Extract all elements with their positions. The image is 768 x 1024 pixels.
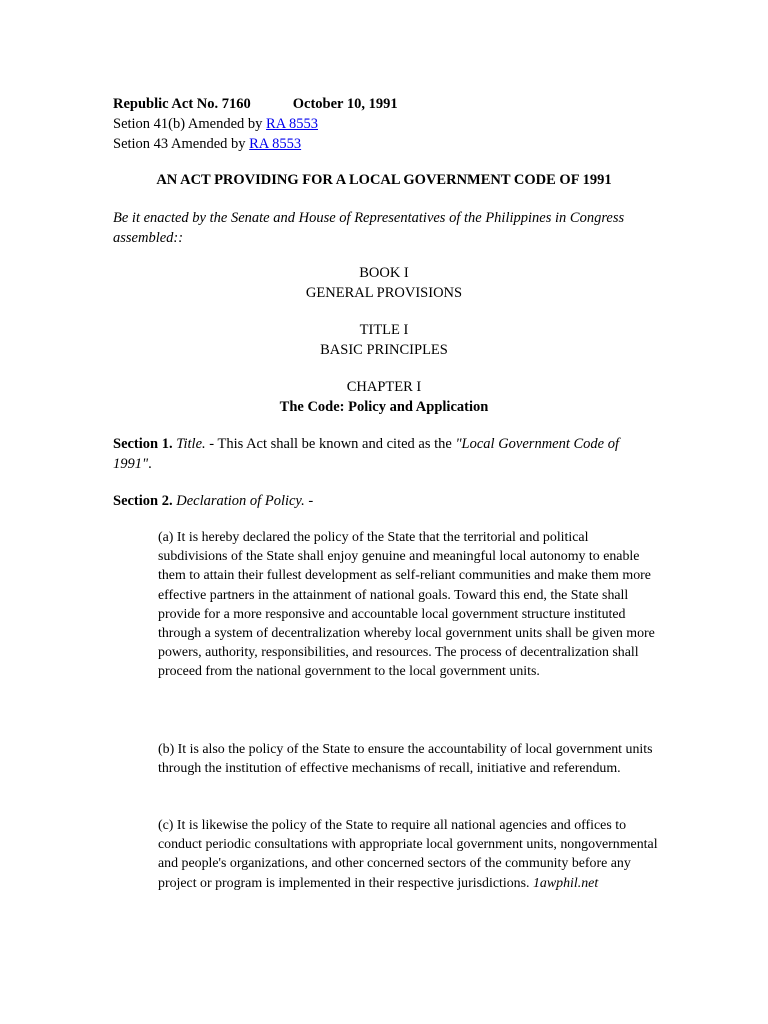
section-2: Section 2. Declaration of Policy. - [113, 493, 314, 509]
section-heading: Title. [176, 436, 206, 452]
ra-8553-link[interactable]: RA 8553 [266, 116, 319, 132]
section-1: Section 1. Title. - This Act shall be known and cited as the "Local Government Code of 1991". [113, 436, 620, 472]
title-heading: TITLE I BASIC PRINCIPLES [320, 322, 448, 358]
act-title: AN ACT PROVIDING FOR A LOCAL GOVERNMENT CODE OF 1991 [156, 172, 612, 188]
ra-8553-link[interactable]: RA 8553 [249, 136, 302, 152]
act-date: October 10, 1991 [292, 96, 398, 112]
amendment-line: Setion 43 Amended by RA 8553 [113, 136, 302, 152]
watermark-text: 1awphil.net [532, 875, 599, 891]
enacting-clause: Be it enacted by the Senate and House of Representatives of the Philippines in Congress assembled:: [113, 210, 625, 246]
section-label: Section 2. [113, 493, 173, 509]
paragraph-c: (c) It is likewise the policy of the State to require all national agencies and offices to conduct periodic consultations with appropriate local government units, nongovernmental and people's organizations, and other concerned sectors of the community before any project or program is implemented in their respective jurisdictions. 1awphil.net [158, 818, 658, 891]
paragraph-a: (a) It is hereby declared the policy of the State that the territorial and political subdivisions of the State shall enjoy genuine and meaningful local autonomy to enable them to attain their fullest development as self-reliant communities and make them more effective partners in the attainment of national goals. Toward this end, the State shall provide for a more responsive and accountable local government structure instituted through a system of decentralization whereby local government units shall be given more powers, authority, responsibilities, and resources. The process of decentralization shall proceed from the national government to the local government units. [158, 530, 655, 680]
section-heading: Declaration of Policy. [176, 493, 305, 509]
document-header [113, 94, 673, 154]
book-heading: BOOK I GENERAL PROVISIONS [305, 265, 463, 301]
section-label: Section 1. [113, 436, 173, 452]
paragraph-b: (b) It is also the policy of the State to ensure the accountability of local government units through the institution of effective mechanisms of recall, initiative and referendum. [158, 742, 653, 777]
act-number: Republic Act No. 7160 [113, 96, 251, 112]
amendment-line: Setion 41(b) Amended by RA 8553 [113, 116, 319, 132]
chapter-heading: CHAPTER I The Code: Policy and Application [279, 379, 489, 415]
